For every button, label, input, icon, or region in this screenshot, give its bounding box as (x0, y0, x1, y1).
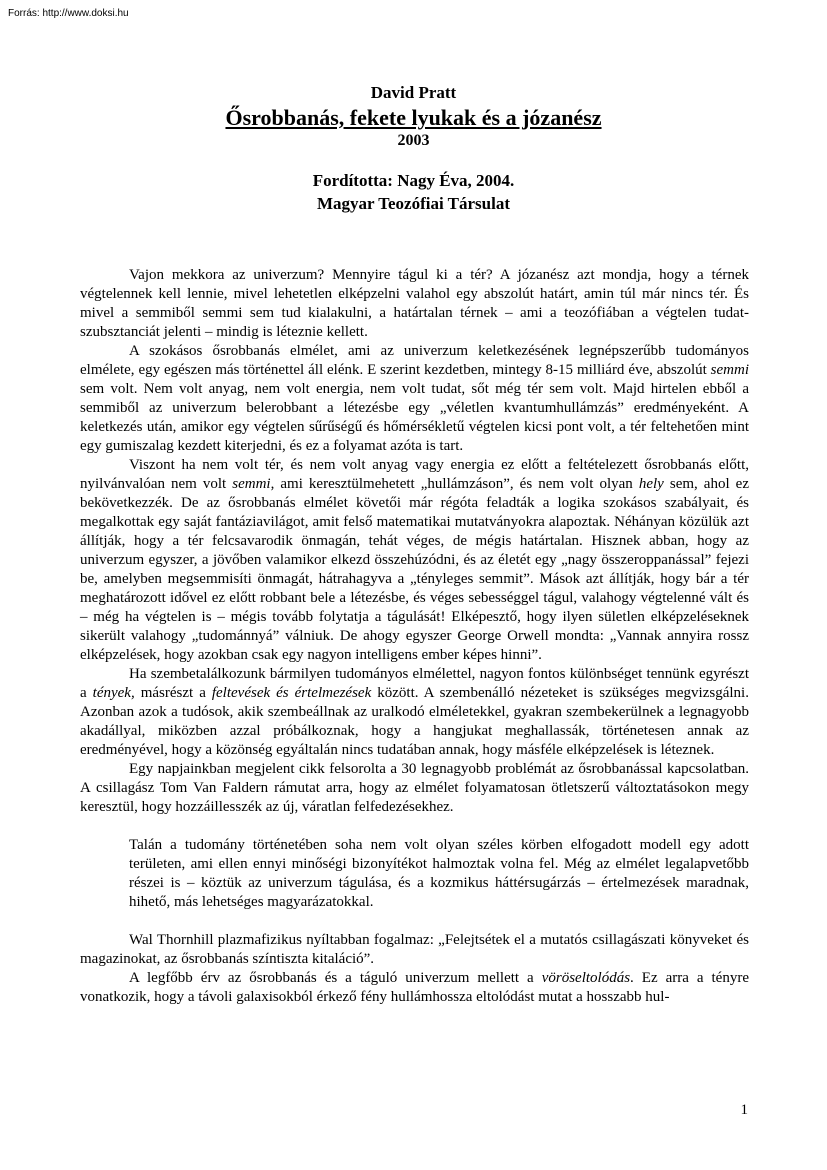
publisher-line: Magyar Teozófiai Társulat (317, 194, 510, 213)
paragraph-2: A szokásos ősrobbanás elmélet, ami az univerzum keletkezésének legnépszerűbb tudományos elmélete, egy egészen más történettel áll elénk. E szerint kezdetben, mintegy 8-15 milliárd éve, abszolút semmi sem volt. Nem volt anyag, nem volt energia, nem volt tudat, sőt még tér sem volt. Majd hirtelen ebből a semmiből az univerzum belerobbant a létezésbe egy „véletlen kvantumhullámzás” eredményeként. A keletkezés után, amikor egy végtelen sűrűségű és hőmérsékletű végtelen kicsi pont volt, a tér feltehetően mint egy gumiszalag kezdett kiterjedni, és ez a folyamat azóta is tart. (80, 343, 749, 454)
document-body (80, 266, 749, 1007)
paragraph-1: Vajon mekkora az univerzum? Mennyire tágul ki a tér? A józanész azt mondja, hogy a térnek végtelennek kell lennie, mivel lehetetlen elképzelni valahol egy abszolút határt, amin túl már nincs tér. És mivel a semmiből semmi sem tud kialakulni, a határtalan térnek – ami a teozófiában a végtelen tudat-szubsztanciát jelenti – mindig is léteznie kellett. (80, 267, 749, 340)
source-line: Forrás: http://www.doksi.hu (8, 8, 129, 19)
paragraph-6: Wal Thornhill plazmafizikus nyíltabban fogalmaz: „Felejtsétek el a mutatós csillagászati könyveket és magazinokat, az ősrobbanás színtiszta kitaláció”. (80, 932, 749, 967)
document-header (0, 82, 827, 215)
paragraph-5: Egy napjainkban megjelent cikk felsorolta a 30 legnagyobb problémát az ősrobbanással kapcsolatban. A csillagász Tom Van Faldern rámutat arra, hogy az elmélet folyamatosan ötletszerű változtatásokon megy keresztül, hogy hozzáillesszék az új, váratlan felfedezésekhez. (80, 761, 749, 815)
page-number: 1 (740, 1102, 748, 1118)
quote-text: Talán a tudomány történetében soha nem volt olyan széles körben elfogadott modell egy adott területen, ami ellen ennyi minőségi bizonyítékot halmoztak volna fel. Még az elmélet legalapvetőbb részei is – köztük az univerzum tágulása, és a kozmikus háttérsugárzás – értelmezések maradnak, hihető, más lehetséges magyarázatokkal. (129, 837, 749, 910)
author-name: David Pratt (370, 83, 457, 102)
credits-block (0, 169, 827, 215)
paragraph-4: Ha szembetalálkozunk bármilyen tudományos elmélettel, nagyon fontos különbséget tennünk egyrészt a tények, másrészt a feltevések és értelmezések között. A szembenálló nézeteket is szükséges megvizsgálni. Azonban azok a tudósok, akik szembeállnak az uralkodó elméletekkel, gyakran szembekerülnek a legnagyobb akadállyal, miközben azzal próbálkoznak, hogy a hangjukat meghallassák, történetesen annak az eredményével, hogy a közönség egyáltalán nincs tudatában annak, hogy másféle elképzelések is léteznek. (80, 666, 749, 758)
block-quote (129, 836, 749, 912)
paragraph-7: A legfőbb érv az ősrobbanás és a táguló univerzum mellett a vöröseltolódás. Ez arra a tényre vonatkozik, hogy a távoli galaxisokból érkező fény hullámhossza eltolódást mutat a hosszabb hul- (80, 970, 749, 1005)
publication-year: 2003 (397, 132, 430, 149)
document-title: Ősrobbanás, fekete lyukak és a józanész (225, 105, 602, 130)
translator-line: Fordította: Nagy Éva, 2004. (312, 171, 515, 190)
paragraph-3: Viszont ha nem volt tér, és nem volt anyag vagy energia ez előtt a feltételezett ősrobbanás előtt, nyilvánvalóan nem volt semmi, ami keresztülmehetett „hullámzáson”, és nem volt olyan hely sem, ahol ez bekövetkezzék. De az ősrobbanás elmélet követői már régóta feladták a logika szokásos szabályait, és megalkottak egy saját fantáziavilágot, amit felső matematikai mutatványokra alapoztak. Néhányan közülük azt állítják, hogy a tér felcsavarodik önmagán, tehát véges, de mégis határtalan. Hisznek abban, hogy az univerzum egyszer, a jövőben valamikor elkezd összehúzódni, és az életét egy „nagy összeroppanással” fejezi be, amelyben megsemmisíti önmagát, hátrahagyva a „tényleges semmit”. Mások azt állítják, hogy bár a tér meghatározott idővel ez előtt robbant bele a létezésbe, és véges sebességgel tágul, valahogy végtelenné vált és – még ha végtelen is – mégis tovább folytatja a tágulását! Elképesztő, hogy ilyen sületlen elképzeléseknek sikerült valahogy „tudománnyá” válniuk. De ahogy egyszer George Orwell mondta: „Vannak annyira rossz elképzelések, hogy azokban csak egy nagyon intelligens ember képes hinni”. (80, 457, 749, 663)
